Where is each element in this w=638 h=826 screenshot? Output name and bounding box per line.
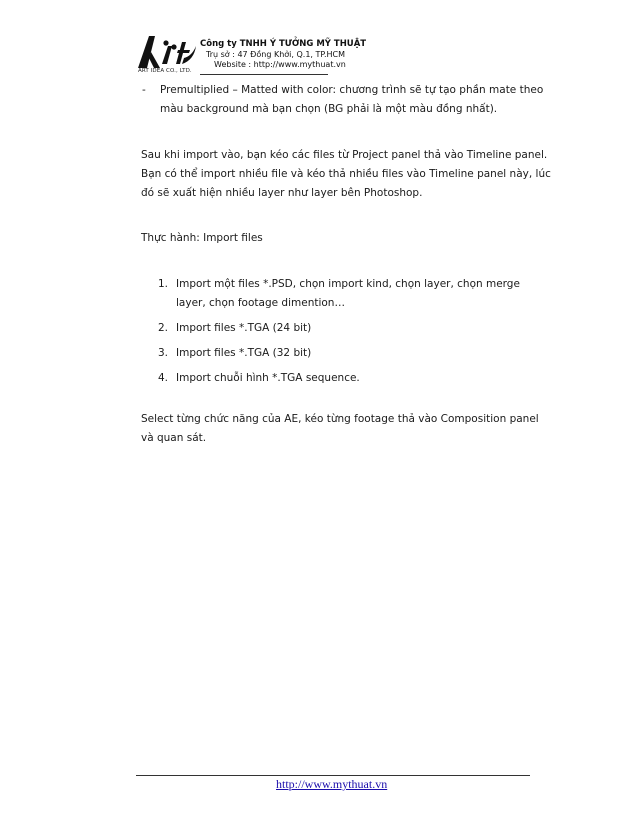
footer-divider: [136, 775, 530, 776]
text-line: Sau khi import vào, bạn kéo các files từ Project panel thả vào Timeline panel.: [141, 149, 548, 161]
bullet-paragraph: [160, 81, 543, 119]
text-line: Bạn có thể import nhiều file và kéo thả nhiều files vào Timeline panel này, lúc: [141, 168, 551, 180]
company-address: Trụ sở : 47 Đồng Khởi, Q.1, TP.HCM: [206, 50, 346, 59]
company-website: Website : http://www.mythuat.vn: [214, 60, 346, 69]
text-line: màu background mà bạn chọn (BG phải là một màu đồng nhất).: [160, 103, 498, 115]
list-item: [141, 275, 520, 313]
text-line: đó sẽ xuất hiện nhiều layer như layer bên Photoshop.: [141, 187, 423, 199]
list-text-line: Import files *.TGA (32 bit): [176, 347, 312, 359]
list-text-line: Import chuỗi hình *.TGA sequence.: [176, 372, 360, 384]
text-line: Select từng chức năng của AE, kéo từng footage thả vào Composition panel: [141, 413, 539, 425]
header-divider: [200, 74, 328, 75]
list-text-line: layer, chọn footage dimention…: [176, 297, 345, 309]
company-info: [200, 39, 366, 70]
list-item: [141, 344, 520, 363]
list-number: 1.: [158, 278, 169, 290]
logo-caption: ART IDEA CO., LTD.: [138, 68, 192, 74]
paragraph-import-intro: [141, 146, 551, 203]
text-line: và quan sát.: [141, 432, 207, 444]
paragraph-select-functions: [141, 410, 539, 448]
practice-heading: Thực hành: Import files: [141, 232, 263, 244]
list-item: [141, 319, 520, 338]
list-text-line: Import một files *.PSD, chọn import kind, chọn layer, chọn merge: [176, 278, 520, 290]
list-item: [141, 369, 520, 388]
list-number: 4.: [158, 372, 169, 384]
text-line: Premultiplied – Matted with color: chương trình sẽ tự tạo phần mate theo: [160, 84, 544, 96]
practice-list: [141, 275, 520, 388]
bullet-marker: -: [142, 84, 146, 96]
list-text-line: Import files *.TGA (24 bit): [176, 322, 312, 334]
company-logo: [138, 34, 198, 78]
footer-website-link[interactable]: http://www.mythuat.vn: [276, 777, 388, 791]
company-name: Công ty TNHH Ý TƯỞNG MỸ THUẬT: [200, 39, 367, 49]
letterhead: [138, 34, 378, 78]
list-number: 3.: [158, 347, 169, 359]
art-idea-logo-icon: [138, 34, 198, 70]
list-number: 2.: [158, 322, 169, 334]
